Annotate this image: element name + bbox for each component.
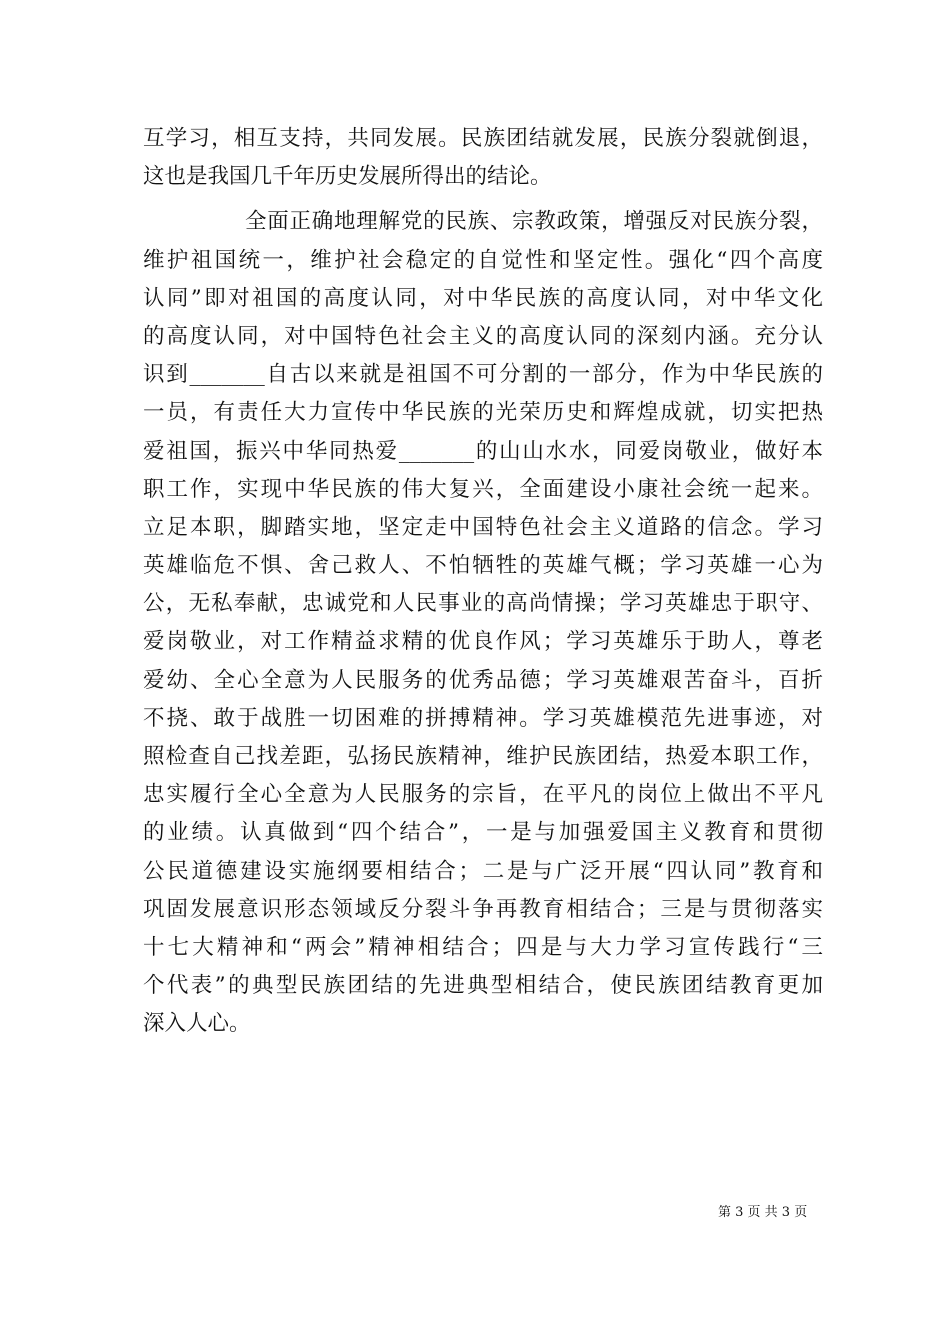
text-line: 深入人心。: [143, 1011, 251, 1037]
text-line: 爱幼、全心全意为人民服务的优秀品德；学习英雄艰苦奋斗，百折: [143, 667, 823, 693]
text-line: 的业绩。认真做到“四个结合”，一是与加强爱国主义教育和贯彻: [143, 820, 823, 846]
text-line: 英雄临危不惧、舍己救人、不怕牺牲的英雄气概；学习英雄一心为: [143, 553, 823, 579]
text-line: 巩固发展意识形态领域反分裂斗争再教育相结合；三是与贯彻落实: [143, 896, 823, 922]
text-line: 十七大精神和“两会”精神相结合；四是与大力学习宣传践行“三: [143, 934, 823, 960]
paragraph-2: [143, 203, 823, 1043]
text-line: 这也是我国几千年历史发展所得出的结论。: [143, 164, 552, 190]
paragraph-1: [143, 120, 823, 196]
text-line: 一员，有责任大力宣传中华民族的光荣历史和辉煌成就，切实把热: [143, 400, 823, 426]
text-line: 不挠、敢于战胜一切困难的拼搏精神。学习英雄模范先进事迹，对: [143, 705, 823, 731]
text-line: 维护祖国统一，维护社会稳定的自觉性和坚定性。强化“四个高度: [143, 247, 823, 273]
text-line: 立足本职，脚踏实地，坚定走中国特色社会主义道路的信念。学习: [143, 514, 823, 540]
text-line: 互学习，相互支持，共同发展。民族团结就发展，民族分裂就倒退，: [143, 126, 823, 151]
paragraph-spacer: [143, 196, 823, 203]
text-line: 识到_______自古以来就是祖国不可分割的一部分，作为中华民族的: [143, 362, 823, 388]
text-line: 全面正确地理解党的民族、宗教政策，增强反对民族分裂，: [245, 209, 823, 235]
text-line: 个代表”的典型民族团结的先进典型相结合，使民族团结教育更加: [143, 973, 823, 999]
page-number-footer: 第 3 页 共 3 页: [718, 1205, 808, 1220]
text-line: 的高度认同，对中国特色社会主义的高度认同的深刻内涵。充分认: [143, 323, 823, 349]
text-line: 职工作，实现中华民族的伟大复兴，全面建设小康社会统一起来。: [143, 476, 823, 502]
text-line: 爱祖国，振兴中华同热爱_______的山山水水，同爱岗敬业，做好本: [143, 438, 823, 464]
text-line: 公，无私奉献，忠诚党和人民事业的高尚情操；学习英雄忠于职守、: [143, 591, 823, 617]
text-line: 忠实履行全心全意为人民服务的宗旨，在平凡的岗位上做出不平凡: [143, 782, 823, 808]
text-line: 公民道德建设实施纲要相结合；二是与广泛开展“四认同”教育和: [143, 858, 823, 884]
document-body: [143, 120, 823, 1044]
text-line: 认同”即对祖国的高度认同，对中华民族的高度认同，对中华文化: [143, 285, 823, 311]
text-line: 爱岗敬业，对工作精益求精的优良作风；学习英雄乐于助人，尊老: [143, 629, 823, 655]
text-line: 照检查自己找差距，弘扬民族精神，维护民族团结，热爱本职工作，: [143, 744, 823, 769]
